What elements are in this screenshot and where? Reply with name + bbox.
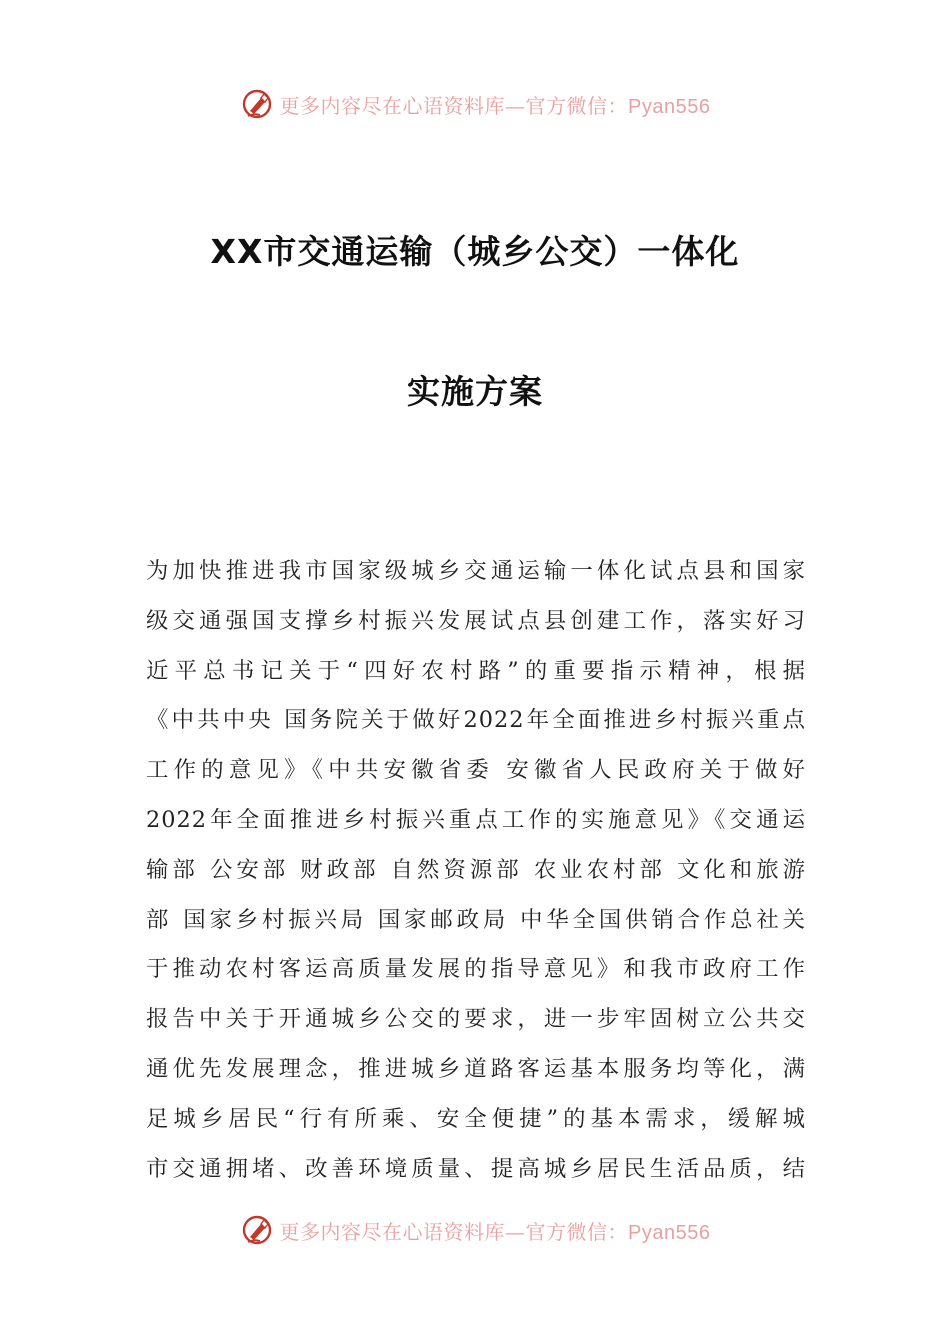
pen-nib-circle-icon: [240, 87, 274, 121]
document-subtitle: 实施方案: [407, 372, 543, 411]
body-line: 《中共中央 国务院关于做好2022年全面推进乡村振兴重点: [146, 707, 806, 734]
document-body: [146, 547, 806, 1194]
document-title: XX市交通运输（城乡公交）一体化: [210, 232, 740, 271]
body-line: 报告中关于开通城乡公交的要求，进一步牢固树立公共交: [146, 1006, 806, 1033]
body-line: 于推动农村客运高质量发展的指导意见》和我市政府工作: [146, 956, 806, 983]
footer-watermark: [0, 1210, 950, 1250]
pen-nib-circle-icon: [240, 1213, 274, 1247]
body-line: 输部 公安部 财政部 自然资源部 农业农村部 文化和旅游: [146, 856, 806, 883]
body-line: 部 国家乡村振兴局 国家邮政局 中华全国供销合作总社关: [146, 906, 806, 933]
body-line: 级交通强国支撑乡村振兴发展试点县创建工作，落实好习: [146, 607, 806, 634]
body-line: 为加快推进我市国家级城乡交通运输一体化试点县和国家: [146, 558, 806, 584]
body-line: 市交通拥堵、改善环境质量、提高城乡居民生活品质，结: [146, 1155, 806, 1182]
body-line: 2022年全面推进乡村振兴重点工作的实施意见》《交通运: [146, 806, 806, 833]
watermark-text: 更多内容尽在心语资料库—官方微信：Pyan556: [279, 93, 711, 118]
watermark-text: 更多内容尽在心语资料库—官方微信：Pyan556: [279, 1219, 711, 1244]
header-watermark: [0, 84, 950, 124]
body-line: 通优先发展理念，推进城乡道路客运基本服务均等化，满: [146, 1055, 806, 1082]
body-line: 工作的意见》《中共安徽省委 安徽省人民政府关于做好: [146, 757, 806, 784]
body-line: 近平总书记关于“四好农村路”的重要指示精神，根据: [146, 657, 806, 684]
body-line: 足城乡居民“行有所乘、安全便捷”的基本需求，缓解城: [146, 1105, 806, 1132]
